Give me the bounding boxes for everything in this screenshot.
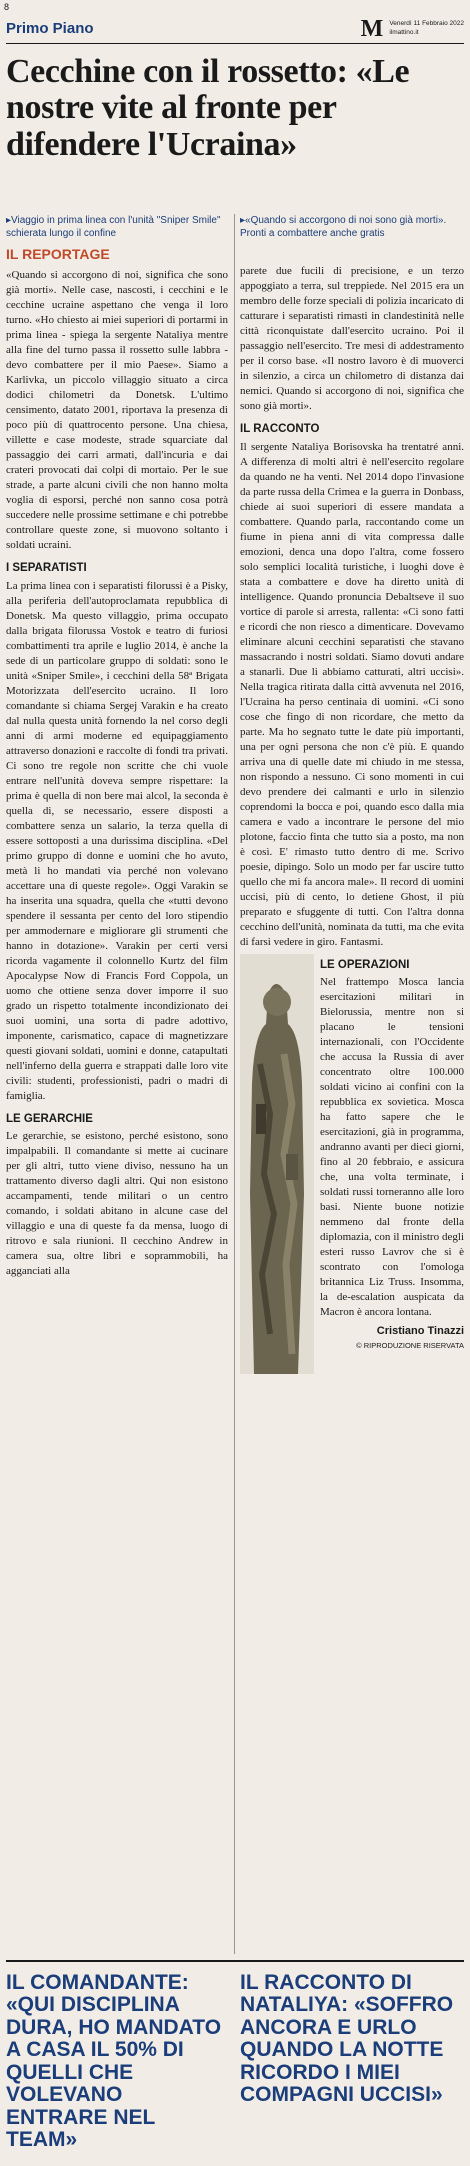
site-name: ilmattino.it [389, 28, 419, 36]
column-divider [234, 214, 235, 1954]
paragraph: «Quando si accorgono di noi, significa che sono già morti». Nelle case, nascosti, i cecchini e le cecchine ucraine aspettano che venga il loro turno. «Ho chiesto ai miei superiori di portarmi in prima linea - spiega la sergente Nataliya mentre alla fine del turno passa il rossetto sulle labbra - devo combattere per il mio Paese». Siamo a Karlivka, un piccolo villaggio situato a circa dodici chilometri da Donetsk. L'ultimo censimento, datato 2001, riportava la presenza di poco più di quattrocento persone. Una chiesa, villette e case modeste, strade squarciate dal passaggio dei carri armati, dall'incuria e dai crateri provocati dai colpi di mortaio. Per le sue strade, a parte alcuni civili che non hanno molta voglia di esporsi, perché non sanno cosa potrà succedere nelle prossime settimane e chi potrebbe controllare queste zone, si muovono soltanto i soldati ucraini. [6, 269, 228, 551]
article-column-right [240, 218, 464, 1941]
page-header [6, 14, 464, 44]
subhead-operazioni: LE OPERAZIONI [320, 958, 410, 971]
bottom-rule [6, 1960, 464, 1962]
issue-date: Venerdì 11 Febbraio 2022 [389, 20, 464, 28]
paragraph: Le gerarchie, se esistono, perché esistono, sono impalpabili. Il comandante si mette ai cucinare per gli altri, tutto viene diviso, nessuno ha un trattamento diverso dagli altri. Qui non esistono accampamenti, tende militari o un centro comando, i soldati abitano in alcune case del villaggio e una di queste fa da mensa, luogo di ritrovo e sala riunioni. Il cecchino Andrew in camera sua, oltre libri e soprammobili, ha agganciati alla [6, 1130, 228, 1278]
copyright-notice: © RIPRODUZIONE RISERVATA [356, 1341, 464, 1351]
pull-quote-nataliya: IL RACCONTO DI NATALIYA: «SOFFRO ANCORA E URLO QUANDO LA NOTTE RICORDO I MIEI COMPAGNI UCCISI» [240, 1971, 454, 2107]
masthead [361, 17, 464, 41]
column-spacer [240, 218, 464, 264]
newspaper-logo: M [360, 15, 384, 42]
headline: Cecchine con il rossetto: «Le nostre vite al fronte per difendere l'Ucraina» [6, 53, 410, 163]
paragraph: Nel frattempo Mosca lancia esercitazioni militari in Bielorussia, mentre non si placano le tensioni internazionali, con l'Occidente che accusa la Russia di aver concentrato oltre 100.000 soldati vicino ai confini con la repubblica ex sovietica. Mosca ha fatto sapere che le esercitazioni, già in programma, andranno avanti per dieci giorni, fino al 20 febbraio, e assicura che, una volta terminate, i soldati russi torneranno alle loro basi. Niente buone notizie nemmeno dal fronte della diplomazia, con il ministro degli esteri russo Lavrov che si è scontrato con l'omologa britannica Liz Truss. Insomma, la de-escalation auspicata da Macron è ancora lontana. [320, 976, 464, 1319]
subhead-racconto: IL RACCONTO [240, 423, 320, 435]
page-number: 8 [4, 2, 10, 12]
article-column-left [6, 268, 228, 1961]
author-byline: Cristiano Tinazzi [376, 1325, 464, 1338]
subheadline-left: ▸Viaggio in prima linea con l'unità "Sniper Smile" schierata lungo il confine [6, 215, 221, 239]
soldier-image [240, 954, 314, 1374]
pull-quote-commander: IL COMANDANTE: «QUI DISCIPLINA DURA, HO MANDATO A CASA IL 50% DI QUELLI CHE VOLEVANO ENTRARE NEL TEAM» [6, 1971, 222, 2152]
subhead-separatisti: I SEPARATISTI [6, 562, 87, 574]
section-kicker: IL REPORTAGE [6, 246, 110, 262]
paragraph: Il sergente Nataliya Borisovska ha trentatré anni. A differenza di molti altri è nell'esercito regolare da quando ne ha venti. Nel 2014 dopo l'invasione da parte russa della Crimea e la guerra in Donbass, chiede ai suoi superiori di essere mandata a combattere. Quando parla, raccontando come un fiume in piena anni di vita compressa dalle emozioni, denca una dopo l'altra, come fossero solo semplici località turistiche, i luoghi dove è stata a combattere e dove ha diretto unità di intelligence. Quando pronuncia Debaltseve il suo vortice di parole si arresta, rallenta: «Ci sono fatti e ricordi che non riesco a dimenticare. Dovevamo eliminare alcuni cecchini separatisti che stavano massacrando i nostri soldati. Siamo dovuti andare a stanarli. Due li abbiamo catturati, altri uccisi». Nella tragica ritirata dalla città avvenuta nel 2016, l'Ucraina ha perso centinaia di uomini. «Ci sono cose che fingo di non ricordare, che metto da parte. Ma ho segnato tutte le date più importanti, una per ogni persona che non c'è più. E quando arriva una di quelle date mi chiudo in me stessa, non rispondo a nessuno. Ci sono momenti in cui devo prendere dei calmanti e urlo in silenzio coprendomi la bocca e poi, quando esco dalla mia camera e vado a incontrare le persone del mio plotone, faccio finta che tutto sia a posto, ma non è così. E' rimasto tutto dentro di me. Scrivo poesie, dipingo. Solo un modo per far uscire tutto quello che mi fa ancora male». Il record di uomini uccisi, più di cento, lo detiene Ghost, il più preparato e sfuggente di tutti. Con l'altra donna cecchino dell'unità, nominata da tutti, ma che evita di farsi vedere in giro. Fantasmi. [240, 440, 464, 948]
subheadline-right: ▸«Quando si accorgono di noi sono già morti». Pronti a combattere anche gratis [240, 215, 447, 239]
soldier-photo [240, 954, 314, 1374]
section-name: Primo Piano [6, 20, 94, 37]
masthead-meta [389, 20, 464, 36]
paragraph: parete due fucili di precisione, e un terzo appoggiato a terra, sul treppiede. Nel 2015 era un membro delle forze speciali di polizia incaricato di catturare i separatisti rimasti in clandestinità nelle città riconquistate dall'esercito ucraino. Poi il passaggio nell'esercito. Tre mesi di addestramento per il corso base. «Il nostro lavoro è di muoverci in silenzio, a circa un chilometro di distanza dai nemici. Quando si accorgono di noi, significa che sono già morti». [240, 265, 464, 412]
subhead-gerarchie: LE GERARCHIE [6, 1112, 93, 1125]
paragraph: La prima linea con i separatisti filorussi è a Pisky, alla periferia dell'autoproclamata repubblica di Donetsk. Ma questo villaggio, prima occupato dalla brigata filorussa Vostok e teatro di furiosi combattimenti tra aprile e luglio 2014, è anche la sede di un particolare gruppo di soldati: sono le unità «Sniper Smile», i cecchini della 58ª Brigata Motorizzata dell'esercito ucraino. Il loro comandante si chiama Sergej Varakin e ha creato dal nulla questa unità fornendo la nel corso degli anni di armi moderne ed equipaggiamento attraverso donazioni e raccolte di fondi tra privati. Ci sono tre regole non scritte che chi vuole entrare nell'unità doveva sempre rispettare: la prima è quella di non bere mai alcol, la seconda è quella di, se necessario, essere disposti a combattere senza un salario, la terza quella di essere sottoposti a una durissima disciplina. «Del primo gruppo di donne e uomini che ho avuto, metà li ho mandati via perché non volevano accettare una di queste regole». Oggi Varakin se ha inserita una squadra, quella che «tutti devono spendere il sessanta per cento del loro stipendio per ammodernare e migliorare gli strumenti che hanno in dotazione». Varakin per certi versi ricorda vagamente il colonnello Kurtz del film Apocalypse Now di Francis Ford Coppola, un uomo che ottiene senza dover imporre il suo grado un rispetto totalmente incondizionato dei suoi uomini, una sorta di padre adottivo, imponente, carismatico, capace di magnetizzare questi giovani soldati, uomini e donne, catapultati nell'inferno della guerra e strappati dalle loro vite civili: studenti, professionisti, padri o madri di famiglia. [6, 579, 228, 1102]
